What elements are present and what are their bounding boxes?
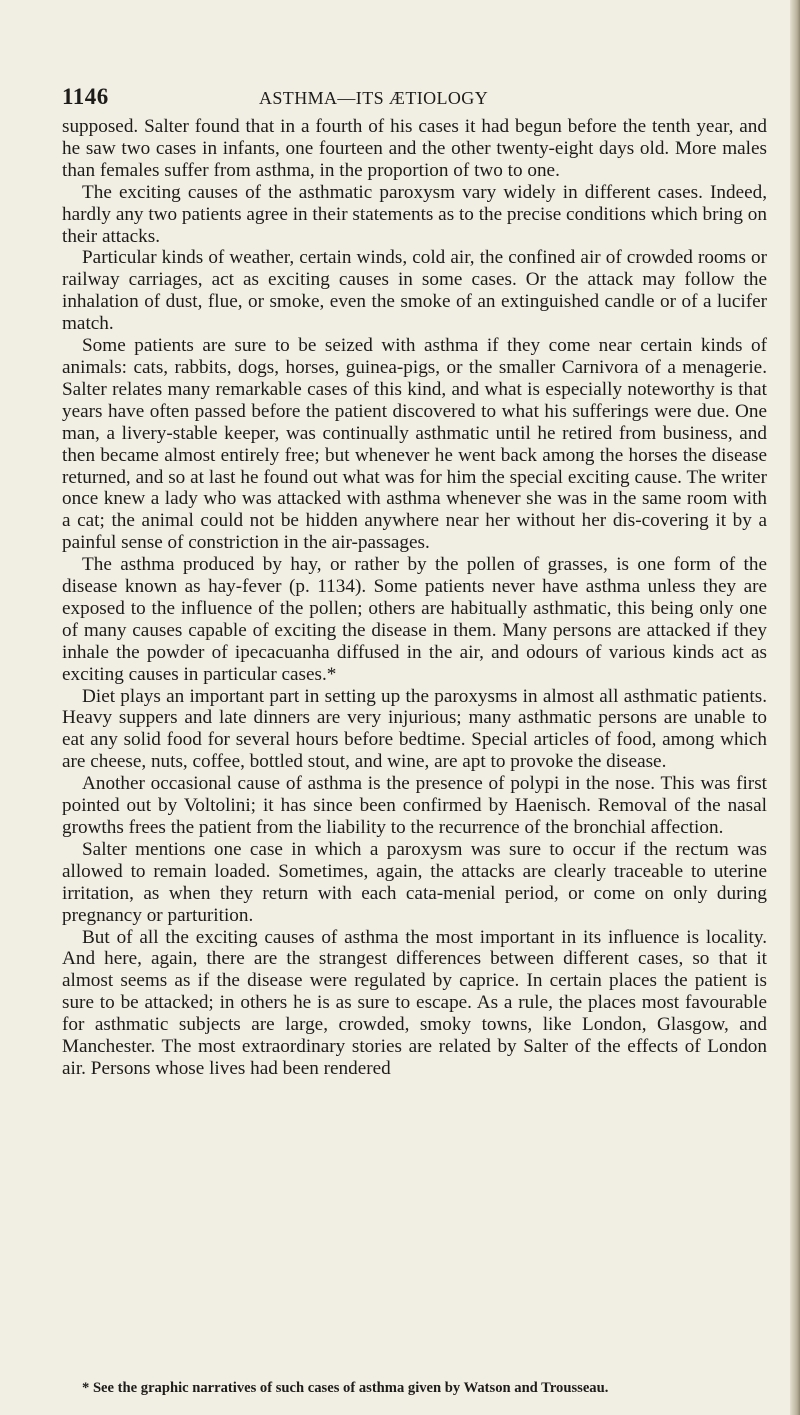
running-title: ASTHMA—ITS ÆTIOLOGY (259, 88, 489, 108)
paragraph-animals: Some patients are sure to be seized with asthma if they come near certain kinds of animals: cats, rabbits, dogs, horses, guinea-pigs, or the smaller Carnivora of a menagerie. Salter relates many remarkable cases of this kind, and what is especially noteworthy is that years have often passed before the patient discovered to what his sufferings were due. One man, a livery-stable keeper, was continually asthmatic until he retired from business, and then became almost entirely free; but whenever he went back among the horses the disease returned, and so at last he found out what was for him the special exciting cause. The writer once knew a lady who was attacked with asthma whenever she was in the same room with a cat; the animal could not be hidden anywhere near her without her dis-covering it by a painful sense of constriction in the air-passages. (62, 335, 767, 554)
paragraph-locality: But of all the exciting causes of asthma the most important in its influence is locality. And here, again, there are the strangest differences between different cases, so that it almost seems as if the disease were regulated by caprice. In certain places the patient is sure to be attacked; in others he is as sure to escape. As a rule, the places most favourable for asthmatic subjects are large, crowded, smoky towns, like London, Glasgow, and Manchester. The most extraordinary stories are related by Salter of the effects of London air. Persons whose lives had been rendered (62, 926, 767, 1079)
footnote: * See the graphic narratives of such cases of asthma given by Watson and Trousseau. (82, 1380, 609, 1396)
paragraph-continuation: supposed. Salter found that in a fourth of his cases it had begun before the tenth year, and he saw two cases in infants, one fourteen and the other twenty-eight days old. More males than females suffer from asthma, in the proportion of two to one. (62, 116, 767, 181)
paragraph-rectum: Salter mentions one case in which a paroxysm was sure to occur if the rectum was allowed to remain loaded. Sometimes, again, the attacks are clearly traceable to uterine irritation, as when they return with each cata-menial period, or come on only during pregnancy or parturition. (62, 838, 767, 926)
paragraph-diet: Diet plays an important part in setting up the paroxysms in almost all asthmatic patients. Heavy suppers and late dinners are very injurious; many asthmatic persons are unable to eat any solid food for several hours before bedtime. Special articles of food, among which are cheese, nuts, coffee, bottled stout, and wine, are apt to provoke the disease. (62, 685, 767, 773)
paragraph-hay: The asthma produced by hay, or rather by the pollen of grasses, is one form of the disease known as hay-fever (p. 1134). Some patients never have asthma unless they are exposed to the influence of the pollen; others are habitually asthmatic, this being only one of many causes capable of exciting the disease in them. Many persons are attacked if they inhale the powder of ipecacuanha diffused in the air, and odours of various kinds act as exciting causes in particular cases.* (62, 554, 767, 685)
page-edge-shadow (790, 0, 800, 1415)
body-text (62, 116, 767, 1080)
paragraph-exciting-causes: The exciting causes of the asthmatic paroxysm vary widely in different cases. Indeed, hardly any two patients agree in their statements as to the precise conditions which bring on their attacks. (62, 181, 767, 247)
page-number: 1146 (62, 84, 109, 109)
paragraph-weather: Particular kinds of weather, certain winds, cold air, the confined air of crowded rooms or railway carriages, act as exciting causes in some cases. Or the attack may follow the inhalation of dust, flue, or smoke, even the smoke of an extinguished candle or of a lucifer match. (62, 247, 767, 335)
page-header (62, 84, 767, 110)
paragraph-polypi: Another occasional cause of asthma is the presence of polypi in the nose. This was first pointed out by Voltolini; it has since been confirmed by Haenisch. Removal of the nasal growths frees the patient from the liability to the recurrence of the bronchial affection. (62, 773, 767, 838)
